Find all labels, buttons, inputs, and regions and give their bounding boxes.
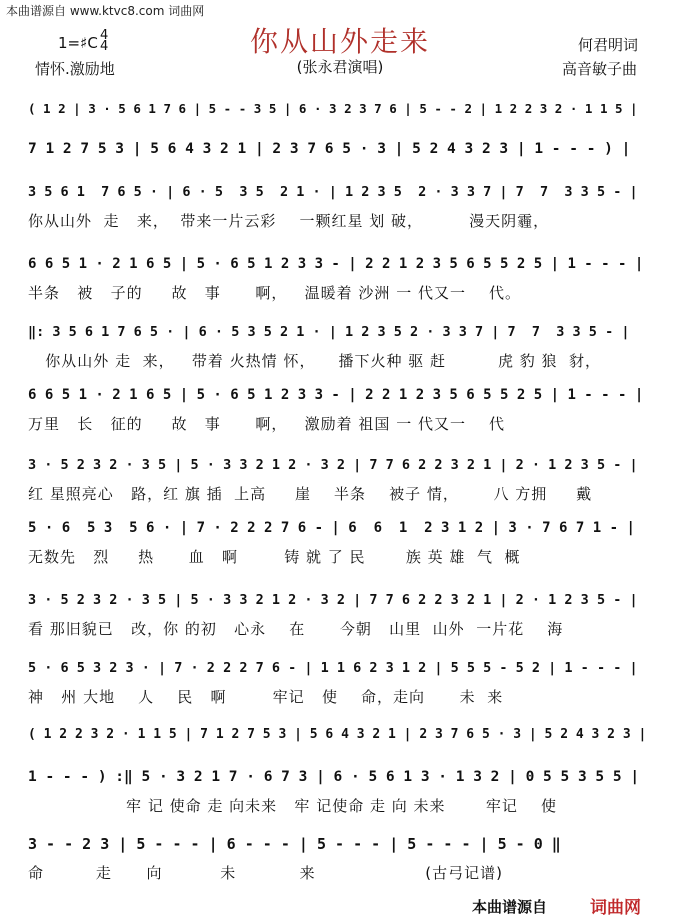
staff-line-3 — [28, 180, 648, 230]
time-signature-top: 4 — [100, 28, 109, 43]
staff-line-7 — [28, 453, 648, 503]
staff-line-8 — [28, 516, 648, 566]
footer-site-logo: 词曲网 — [590, 898, 641, 918]
staff-line-12 — [28, 765, 648, 815]
performance-mood: 情怀.激励地 — [35, 60, 115, 78]
staff-notes: ( 1 2 | 3 · 5 6 1 7 6 | 5 - - 3 5 | 6 · 3 2 3 7 6 | 5 - - 2 | 1 2 2 3 2 · 1 1 5 | — [28, 100, 638, 116]
staff-notes: 6 6 5 1 · 2 1 6 5 | 5 · 6 5 1 2 3 3 - | 2 2 1 2 3 5 6 5 5 2 5 | 1 - - - | — [28, 387, 644, 403]
staff-lyric: 命 走 向 未 来 (古弓记谱) — [28, 864, 503, 882]
watermark-text: 本曲谱源自 www.ktvc8.com 词曲网 — [6, 4, 205, 18]
staff-lyric: 你从山外 走 来， 带着 火热情 怀， 播下火种 驱 赶 虎 豹 狼 豺， — [28, 352, 602, 370]
staff-notes: 5 · 6 5 3 5 6 · | 7 · 2 2 2 7 6 - | 6 6 1 2 3 1 2 | 3 · 7 6 7 1 - | — [28, 520, 635, 536]
staff-notes: 3 - - 2 3 | 5 - - - | 6 - - - | 5 - - - | 5 - - - | 5 - 0 ‖ — [28, 835, 561, 853]
staff-notes: ( 1 2 2 3 2 · 1 1 5 | 7 1 2 7 5 3 | 5 6 4 3 2 1 | 2 3 7 6 5 · 3 | 5 2 4 3 2 3 | — [28, 726, 647, 742]
staff-lyric: 半条 被 子的 故 事 啊， 温暖着 沙洲 一 代又一 代。 — [28, 284, 522, 302]
staff-notes: 3 · 5 2 3 2 · 3 5 | 5 · 3 3 2 1 2 · 3 2 | 7 7 6 2 2 3 2 1 | 2 · 1 2 3 5 - | — [28, 457, 638, 473]
time-signature-bottom: 4 — [100, 39, 109, 54]
staff-notes: 6 6 5 1 · 2 1 6 5 | 5 · 6 5 1 2 3 3 - | 2 2 1 2 3 5 6 5 5 2 5 | 1 - - - | — [28, 256, 644, 272]
staff-notes: 7 1 2 7 5 3 | 5 6 4 3 2 1 | 2 3 7 6 5 · 3 | 5 2 4 3 2 3 | 1 - - - ) | — [28, 141, 631, 157]
staff-lyric: 神 州 大地 人 民 啊 牢记 使 命，走向 未 来 — [28, 688, 504, 706]
staff-lyric: 看 那旧貌已 改，你 的初 心永 在 今朝 山里 山外 一片花 海 — [28, 620, 564, 638]
staff-notes: 1 - - - ) :‖ 5 · 3 2 1 7 · 6 7 3 | 6 · 5 6 1 3 · 1 3 2 | 0 5 5 3 5 5 | — [28, 769, 640, 785]
staff-lyric: 牢 记 使命 走 向未来 牢 记使命 走 向 未来 牢记 使 — [28, 797, 557, 815]
singer-credit: (张永君演唱) — [296, 58, 384, 76]
staff-lyric: 无数先 烈 热 血 啊 铸 就 了 民 族 英 雄 气 概 — [28, 548, 521, 566]
staff-line-11 — [28, 722, 648, 746]
staff-notes: 3 5 6 1 7 6 5 · | 6 · 5 3 5 2 1 · | 1 2 3 5 2 · 3 3 7 | 7 7 3 3 5 - | — [28, 184, 638, 200]
staff-lyric: 万里 长 征的 故 事 啊， 激励着 祖国 一 代又一 代 — [28, 415, 506, 433]
staff-lyric: 红 星照亮心 路，红 旗 插 上高 崖 半条 被子 情， 八 方拥 戴 — [28, 485, 593, 503]
staff-notes: 3 · 5 2 3 2 · 3 5 | 5 · 3 3 2 1 2 · 3 2 | 7 7 6 2 2 3 2 1 | 2 · 1 2 3 5 - | — [28, 592, 638, 608]
time-signature — [100, 30, 108, 52]
staff-line-10 — [28, 656, 648, 706]
key-signature: 1=♯C — [58, 34, 98, 52]
song-title: 你从山外走来 — [249, 25, 430, 58]
staff-line-9 — [28, 588, 648, 638]
staff-line-6 — [28, 383, 648, 433]
footer-source-text: 本曲谱源自 — [472, 898, 548, 916]
lyricist-credit: 何君明词 — [578, 36, 639, 54]
staff-lyric: 你从山外 走 来， 带来一片云彩 一颗红星 划 破， 漫天阴霾， — [28, 212, 550, 230]
staff-line-2 — [28, 137, 648, 161]
composer-credit: 高音敏子曲 — [562, 60, 638, 78]
staff-line-5 — [28, 320, 648, 370]
staff-notes: ‖: 3 5 6 1 7 6 5 · | 6 · 5 3 5 2 1 · | 1 2 3 5 2 · 3 3 7 | 7 7 3 3 5 - | — [28, 324, 630, 340]
staff-line-13 — [28, 832, 648, 882]
staff-line-4 — [28, 252, 648, 302]
staff-notes: 5 · 6 5 3 2 3 · | 7 · 2 2 2 7 6 - | 1 1 6 2 3 1 2 | 5 5 5 - 5 2 | 1 - - - | — [28, 660, 638, 676]
staff-line-1 — [28, 96, 648, 120]
